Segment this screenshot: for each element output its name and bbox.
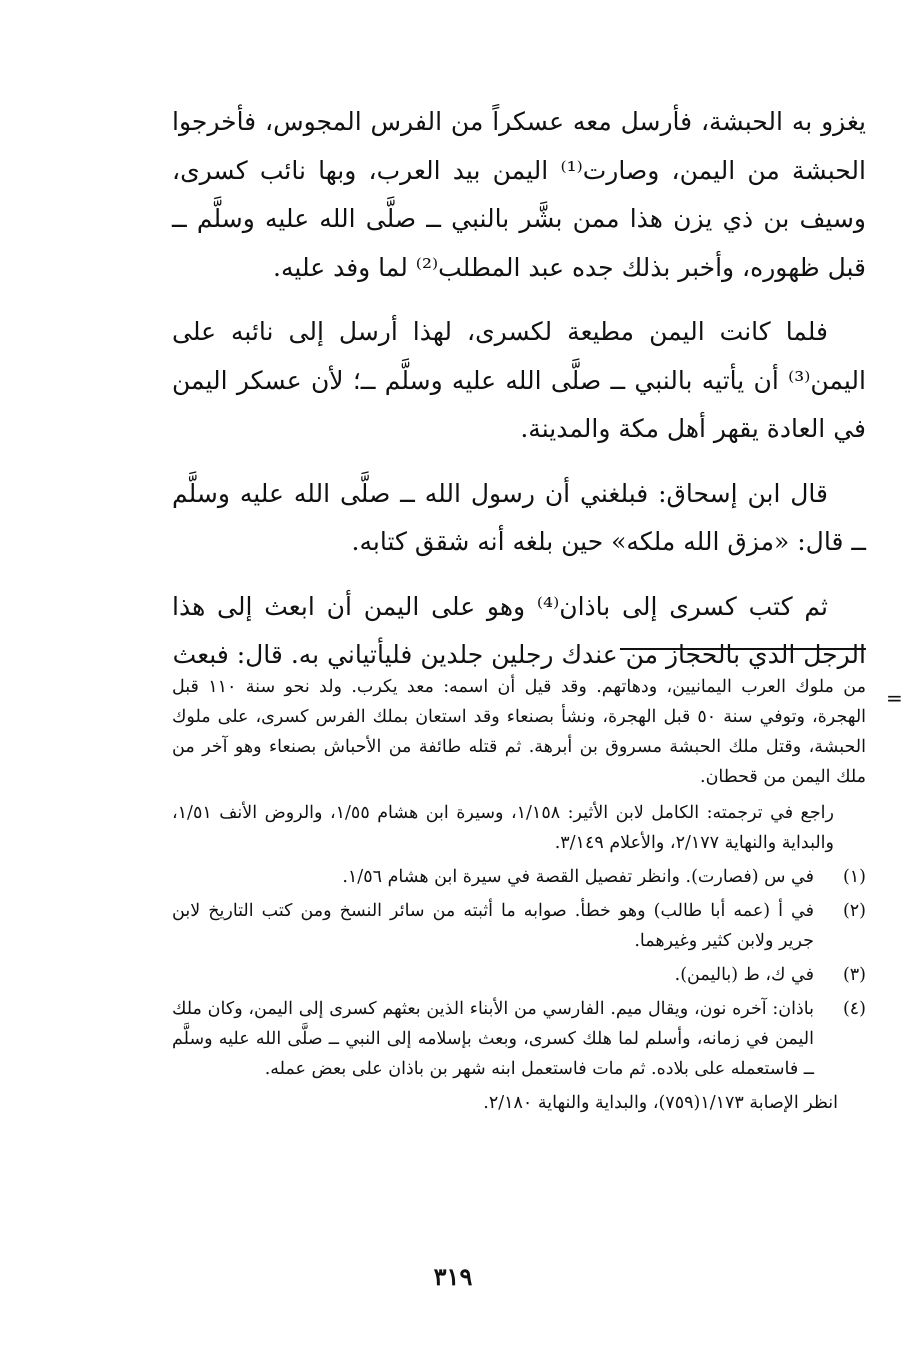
footnote-text: في س (فصارت). وانظر تفصيل القصة في سيرة ابن هشام ١/٥٦.	[342, 867, 814, 887]
footnote-4-reference: انظر الإصابة ١/١٧٣(٧٥٩)، والبداية والنهاية ٢/١٨٠.	[483, 1093, 838, 1113]
footnote-number: (٣)	[842, 965, 866, 985]
paragraph-4: ثم كتب كسرى إلى باذان⁽⁴⁾ وهو على اليمن أن ابعث إلى هذا الرجل الذي بالحجاز من عندك رجلين جلدين فليأتياني به. قال: فبعث	[172, 591, 866, 669]
footnote-number: (٤)	[842, 999, 866, 1019]
footnote-1	[172, 862, 866, 892]
page-number: ٣١٩	[433, 1262, 473, 1291]
footnote-3	[172, 960, 866, 990]
main-text	[172, 98, 866, 696]
footnote-reference: راجع في ترجمته: الكامل لابن الأثير: ١/١٥٨، وسيرة ابن هشام ١/٥٥، والروض الأنف ١/٥١، والبداية والنهاية ٢/١٧٧، والأعلام ٣/١٤٩.	[172, 803, 834, 853]
footnote-number: (٢)	[842, 901, 866, 921]
footnote-text: في أ (عمه أبا طالب) وهو خطأ. صوابه ما أثبته من سائر النسخ ومن كتب التاريخ لابن جرير ولابن كثير وغيرهما.	[172, 901, 814, 951]
footnotes-section	[172, 672, 866, 1122]
paragraph-3: قال ابن إسحاق: فبلغني أن رسول الله ــ صلَّى الله عليه وسلَّم ــ قال: «مزق الله ملكه» حين بلغه أنه شقق كتابه.	[172, 478, 866, 556]
footnote-carryover: من ملوك العرب اليمانيين، ودهاتهم. وقد قيل أن اسمه: معد يكرب. ولد نحو سنة ١١٠ قبل الهجرة، وتوفي سنة ٥٠ قبل الهجرة، ونشأ بصنعاء وقد استعان بملك الفرس كسرى، على ملوك الحبشة، وقتل ملك الحبشة مسروق بن أبرهة. ثم قتله طائفة من الأحباش بصنعاء وهو آخر من ملك اليمن من قحطان.	[172, 677, 867, 787]
paragraph-1: يغزو به الحبشة، فأرسل معه عسكراً من الفرس المجوس، فأخرجوا الحبشة من اليمن، وصارت⁽¹⁾ اليمن بيد العرب، وبها نائب كسرى، وسيف بن ذي يزن هذا ممن بشَّر بالنبي ــ صلَّى الله عليه وسلَّم ــ قبل ظهوره، وأخبر بذلك جده عبد المطلب⁽²⁾ لما وفد عليه.	[172, 107, 866, 282]
footnote-text: في ك، ط (باليمن).	[674, 965, 814, 985]
footnote-4	[172, 994, 866, 1084]
footnote-number: (١)	[842, 867, 866, 887]
footnote-separator	[620, 648, 866, 650]
paragraph-2: فلما كانت اليمن مطيعة لكسرى، لهذا أرسل إلى نائبه على اليمن⁽³⁾ أن يأتيه بالنبي ــ صلَّى الله عليه وسلَّم ــ؛ لأن عسكر اليمن في العادة يقهر أهل مكة والمدينة.	[172, 317, 866, 443]
continuation-mark: =	[886, 686, 903, 710]
footnote-2	[172, 896, 866, 956]
footnote-text: باذان: آخره نون، ويقال ميم. الفارسي من الأبناء الذين بعثهم كسرى إلى اليمن، وكان ملك اليمن في زمانه، وأسلم لما هلك كسرى، وبعث بإسلامه إلى النبي ــ صلَّى الله عليه وسلَّم ــ فاستعمله على بلاده. ثم مات فاستعمل ابنه شهر بن باذان على بعض عمله.	[172, 999, 814, 1079]
